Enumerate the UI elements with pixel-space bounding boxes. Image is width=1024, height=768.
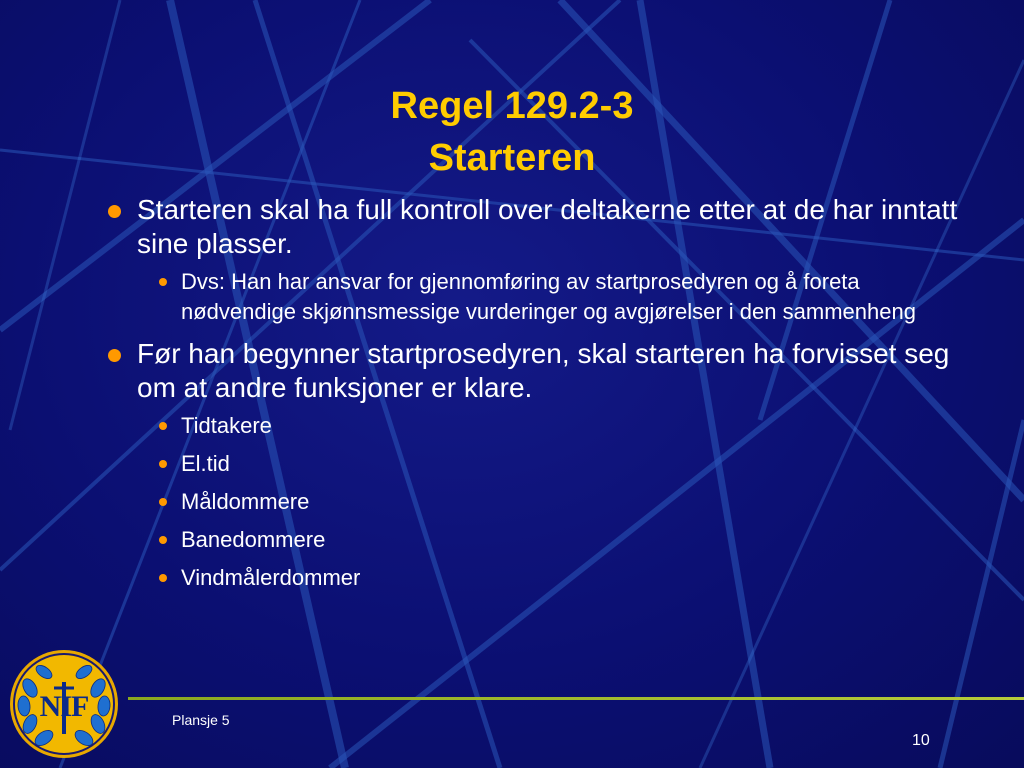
bullet-dot-icon: [108, 205, 121, 218]
sub-bullet-2-3: [105, 487, 965, 516]
sub-bullet-2-5: [105, 563, 965, 592]
bullet-1: [105, 193, 965, 261]
slide-title: [0, 80, 1024, 184]
sub-bullet-1-1: [105, 267, 965, 327]
sub-bullet-2-5-text: Vindmålerdommer: [181, 565, 361, 590]
sub-bullet-2-2-text: El.tid: [181, 451, 230, 476]
bullet-dot-icon: [159, 422, 167, 430]
bullet-dot-icon: [159, 278, 167, 286]
sub-bullet-2-2: [105, 449, 965, 478]
nfif-emblem-icon: [8, 648, 120, 760]
bullet-dot-icon: [159, 574, 167, 582]
bullet-dot-icon: [159, 460, 167, 468]
sub-bullet-2-3-text: Måldommere: [181, 489, 310, 514]
bullet-dot-icon: [159, 498, 167, 506]
footer-label: Plansje 5: [172, 712, 230, 728]
bullet-dot-icon: [108, 349, 121, 362]
sub-bullet-2-4: [105, 525, 965, 554]
bullet-dot-icon: [159, 536, 167, 544]
sub-bullet-2-4-text: Banedommere: [181, 527, 326, 552]
svg-text:NIF: NIF: [39, 690, 89, 723]
page-number: 10: [912, 732, 930, 749]
sub-bullet-1-1-text: Dvs: Han har ansvar for gjennomføring av startprosedyren og å foreta nødvendige skjønnsmessige vurderinger og avgjørelser i den sammenheng: [181, 269, 916, 324]
bullet-2: [105, 337, 965, 405]
title-line-2: Starteren: [428, 137, 596, 179]
title-line-1: Regel 129.2-3: [390, 85, 634, 127]
bullet-list: [105, 193, 965, 601]
sub-bullet-2-1-text: Tidtakere: [181, 413, 272, 438]
sub-bullet-2-1: [105, 411, 965, 440]
footer-rule: [128, 697, 1024, 700]
bullet-2-text: Før han begynner startprosedyren, skal starteren ha forvisset seg om at andre funksjoner er klare.: [137, 338, 950, 403]
bullet-1-text: Starteren skal ha full kontroll over deltakerne etter at de har inntatt sine plasser.: [137, 194, 958, 259]
